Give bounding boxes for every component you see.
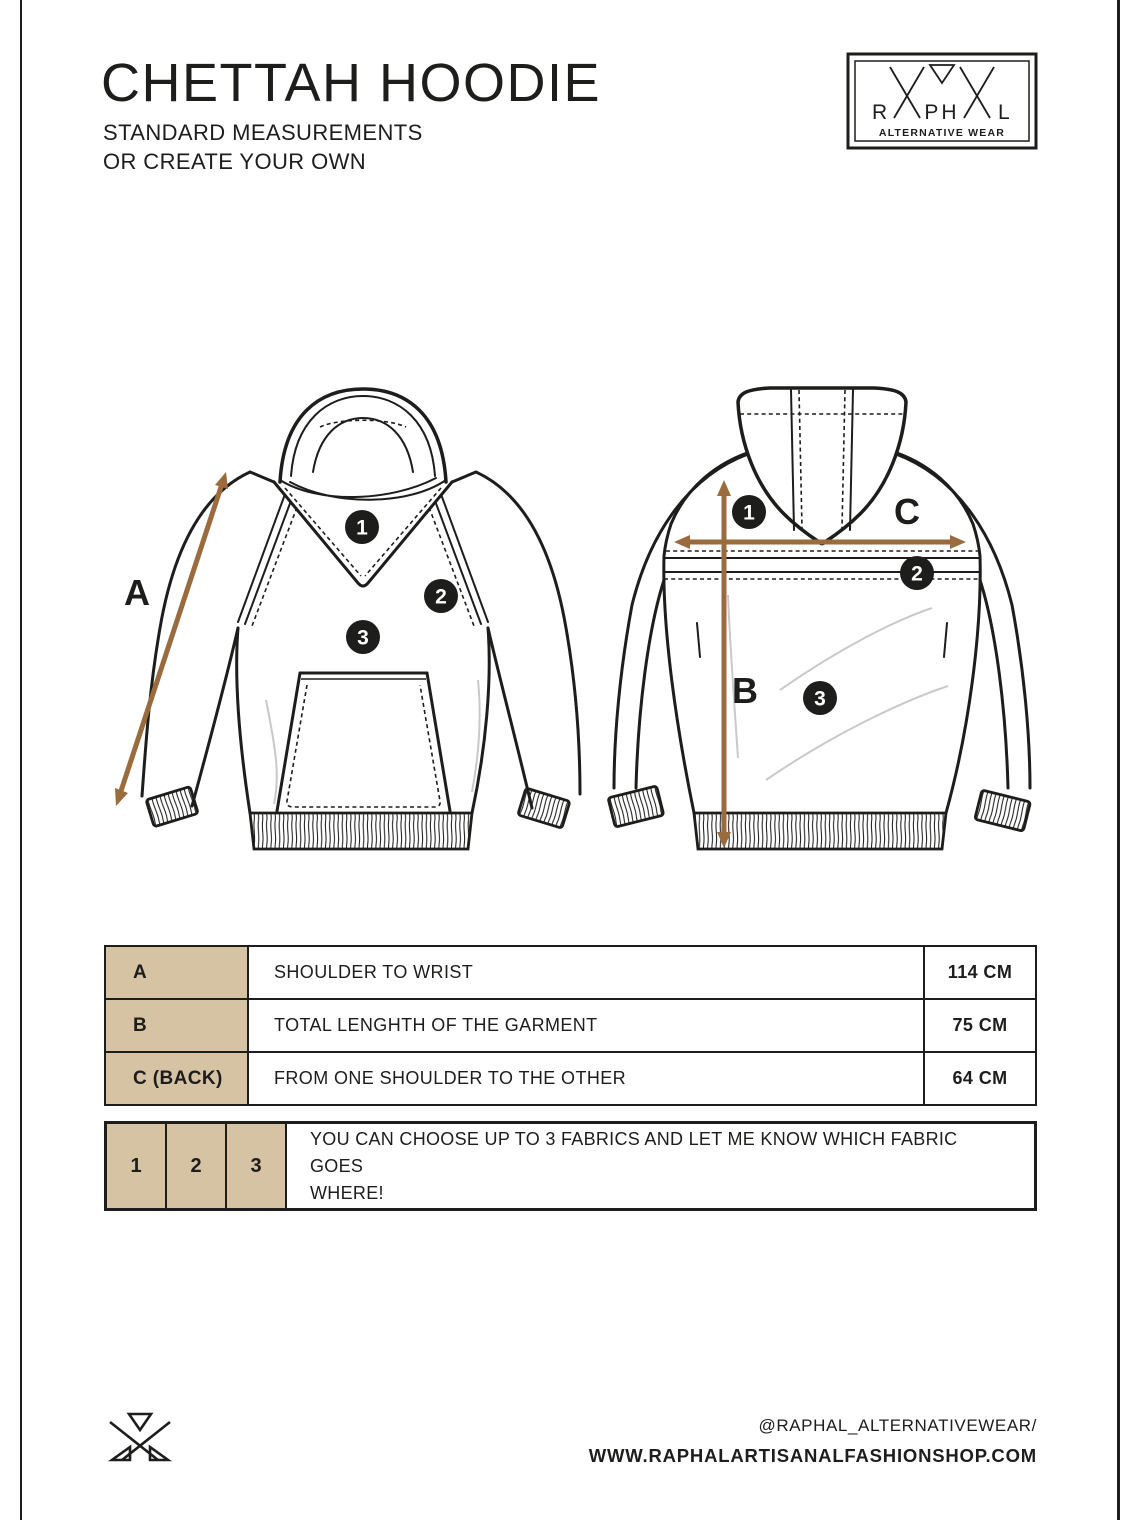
front-dimension-arrow-a — [115, 472, 228, 806]
logo-letters-ph: PH — [924, 101, 960, 124]
logo-top-triangle-icon — [930, 65, 954, 83]
subtitle-line-2: OR CREATE YOUR OWN — [103, 149, 367, 174]
hoodie-front-view — [115, 389, 580, 849]
back-hem-band — [694, 813, 946, 849]
measurements-table — [104, 945, 1037, 1106]
measurement-key: A — [106, 947, 249, 998]
svg-text:1: 1 — [743, 501, 755, 525]
svg-text:2: 2 — [911, 562, 923, 586]
fabric-number-3: 3 — [227, 1124, 287, 1208]
front-badge-3 — [346, 620, 380, 654]
fabric-note-text — [287, 1124, 1034, 1208]
back-label-c: C — [894, 491, 920, 532]
page-right-rule — [1117, 0, 1120, 1520]
measurement-description: SHOULDER TO WRIST — [274, 962, 474, 982]
hoodie-back-view — [608, 388, 1031, 849]
table-row — [106, 947, 1035, 1000]
hoodie-diagram — [80, 380, 1060, 880]
logo-letter-l: L — [998, 101, 1013, 124]
back-label-b: B — [732, 670, 758, 711]
front-label-a: A — [124, 572, 150, 613]
fabric-number-1: 1 — [107, 1124, 167, 1208]
front-left-cuff — [146, 787, 198, 827]
page-left-rule — [20, 0, 22, 1520]
back-badge-1 — [732, 495, 766, 529]
svg-text:1: 1 — [356, 516, 368, 540]
measurement-description: TOTAL LENGHTH OF THE GARMENT — [274, 1015, 598, 1035]
back-right-cuff — [975, 790, 1031, 831]
back-badge-3 — [803, 681, 837, 715]
measurement-description: FROM ONE SHOULDER TO THE OTHER — [274, 1068, 627, 1088]
back-badge-2 — [900, 556, 934, 590]
measurement-value: 114 CM — [923, 947, 1035, 998]
fabric-note-line-2: WHERE! — [310, 1182, 384, 1203]
back-dimension-arrow-b — [717, 480, 731, 848]
footer — [589, 1416, 1037, 1467]
page-title: CHETTAH HOODIE — [101, 53, 602, 113]
back-left-cuff — [608, 786, 664, 827]
page-subtitle — [103, 118, 423, 176]
svg-text:3: 3 — [814, 687, 826, 711]
table-row — [106, 1053, 1035, 1104]
subtitle-line-1: STANDARD MEASUREMENTS — [103, 120, 423, 145]
fabric-number-2: 2 — [167, 1124, 227, 1208]
logo-letter-r: R — [872, 101, 891, 124]
svg-text:3: 3 — [357, 626, 369, 650]
brand-monogram-icon — [100, 1406, 180, 1468]
measurement-value: 64 CM — [923, 1053, 1035, 1104]
front-badge-2 — [424, 579, 458, 613]
website-url: WWW.RAPHALARTISANALFASHIONSHOP.COM — [588, 1445, 1037, 1466]
measurement-key: C (BACK) — [106, 1053, 249, 1104]
fabric-note-line-1: YOU CAN CHOOSE UP TO 3 FABRICS AND LET ME KNOW WHICH FABRIC GOES — [310, 1128, 958, 1176]
table-row — [106, 1000, 1035, 1053]
front-badge-1 — [345, 510, 379, 544]
brand-logo — [846, 52, 1038, 150]
front-hem-band — [250, 813, 472, 849]
measurement-key: B — [106, 1000, 249, 1051]
fabric-note-table — [104, 1121, 1037, 1211]
front-right-cuff — [518, 788, 570, 828]
measurement-value: 75 CM — [923, 1000, 1035, 1051]
social-handle: @RAPHAL_ALTERNATIVEWEAR/ — [758, 1416, 1037, 1435]
logo-tagline: ALTERNATIVE WEAR — [878, 127, 1006, 139]
svg-text:2: 2 — [435, 585, 447, 609]
